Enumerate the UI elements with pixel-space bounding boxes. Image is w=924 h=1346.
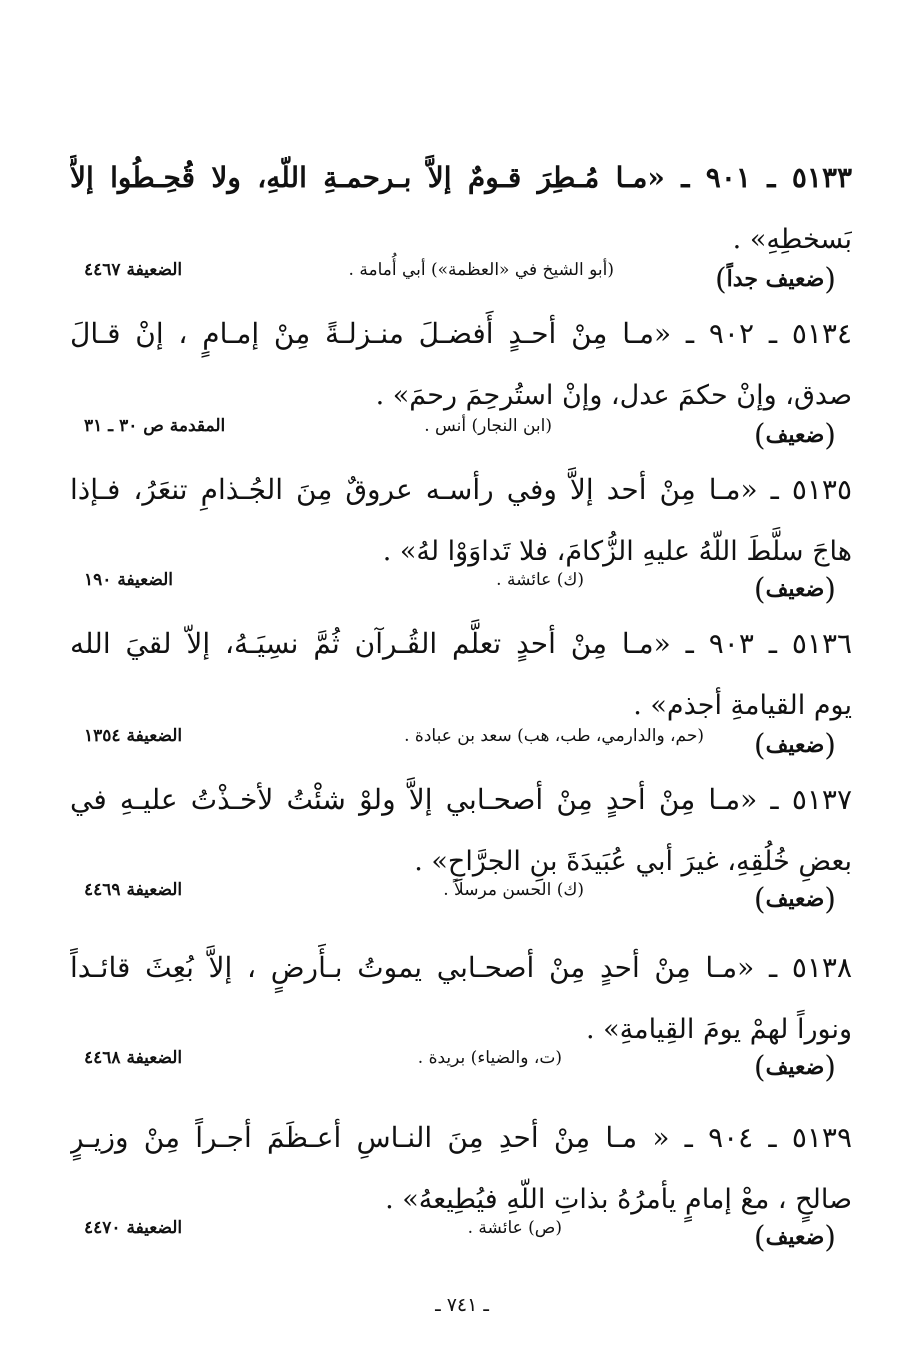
reference: الضعيفة ٤٤٦٧ [84,260,183,280]
source-citation: (ك) عائشة . [496,570,584,590]
source-citation: (ك) الحسن مرسلاً . [443,880,584,900]
hadith-text-line-1 [70,462,852,518]
hadith-text-line-1 [70,150,852,206]
grade-label: (ضعيف) [753,418,836,453]
hadith-text-continuation: بَسخطِهِ» . [732,224,852,255]
hadith-text-continuation: بعضِ خُلُقِهِ، غيرَ أبي عُبَيدَةَ بنِ الجرَّاحِ» . [414,846,852,877]
hadith-text-continuation: ونوراً لهمْ يومَ القِيامةِ» . [586,1014,852,1045]
grading-row [70,568,852,612]
hadith-text-line-1 [70,1110,852,1166]
reference: الضعيفة ١٣٥٤ [84,726,183,746]
grading-row [70,414,852,458]
grade-label: (ضعيف جداً) [714,262,836,297]
grade-label: (ضعيف) [753,572,836,607]
hadith-text: ٥١٣٨ ـ «مـا مِنْ أحدٍ مِنْ أصحـابي يموتُ بـأَرضٍ ، إلاَّ بُعِثَ قائـداً [70,951,852,984]
reference: المقدمة ص ٣٠ ـ ٣١ [84,416,226,436]
grade-label: (ضعيف) [753,1050,836,1085]
hadith-text-continuation: يوم القيامةِ أجذم» . [633,690,852,721]
hadith-text-continuation: صدق، وإنْ حكمَ عدل، وإنْ استُرحِمَ رحمَ» . [375,380,852,411]
grading-row [70,724,852,768]
grade-label: (ضعيف) [753,1220,836,1255]
hadith-text: ٥١٣٣ ـ ٩٠١ ـ «مـا مُـطِرَ قـومٌ إلاَّ بـرحمـةِ اللّهِ، ولا قُحِـطُوا إلاَّ [70,161,852,194]
grading-row [70,258,852,302]
hadith-text-line-1 [70,616,852,672]
hadith-text-continuation: صالحٍ ، معْ إمامٍ يأمرُهُ بذاتِ اللّهِ فيُطِيعهُ» . [385,1184,852,1215]
hadith-text-continuation: هاجَ سلَّطَ اللّهُ عليهِ الزُّكامَ، فلا تَداوَوْا لهُ» . [382,536,852,567]
hadith-text: ٥١٣٤ ـ ٩٠٢ ـ «مـا مِنْ أحـدٍ أَفضـلَ منـزلـةً مِنْ إمـامٍ ، إنْ قـالَ [70,317,852,350]
hadith-text-line-1 [70,940,852,996]
hadith-text: ٥١٣٧ ـ «مـا مِنْ أحدٍ مِنْ أصحـابي إلاَّ ولوْ شئْتُ لأخـذْتُ عليـهِ في [70,783,852,816]
reference: الضعيفة ٤٤٦٨ [84,1048,183,1068]
reference: الضعيفة ١٩٠ [84,570,174,590]
hadith-text-line-1 [70,772,852,828]
source-citation: (حم، والدارمي، طب، هب) سعد بن عبادة . [404,726,704,746]
grading-row [70,878,852,922]
hadith-text: ٥١٣٦ ـ ٩٠٣ ـ «مـا مِنْ أحدٍ تعلَّم القُـرآن ثُمَّ نسِيَـهُ، إلاّ لقيَ الله [70,627,852,660]
grade-label: (ضعيف) [753,882,836,917]
source-citation: (ت، والضياء) بريدة . [417,1048,562,1068]
page-number: ـ ٧٤١ ـ [435,1294,489,1316]
source-citation: (ص) عائشة . [467,1218,562,1238]
reference: الضعيفة ٤٤٧٠ [84,1218,183,1238]
hadith-text-line-1 [70,306,852,362]
hadith-text: ٥١٣٥ ـ «مـا مِنْ أحد إلاَّ وفي رأسـه عروقٌ مِنَ الجُـذامِ تنعَرُ، فـإذا [70,473,852,506]
hadith-text: ٥١٣٩ ـ ٩٠٤ ـ « مـا مِنْ أحدِ مِنَ النـاسِ أعـظَمَ أجـراً مِنْ وزيـرٍ [70,1121,852,1154]
grading-row [70,1046,852,1090]
reference: الضعيفة ٤٤٦٩ [84,880,183,900]
grade-label: (ضعيف) [753,728,836,763]
grading-row [70,1216,852,1260]
source-citation: (ابن النجار) أنس . [424,416,552,436]
source-citation: (أبو الشيخ في «العظمة») أبي أُمامة . [348,260,614,280]
